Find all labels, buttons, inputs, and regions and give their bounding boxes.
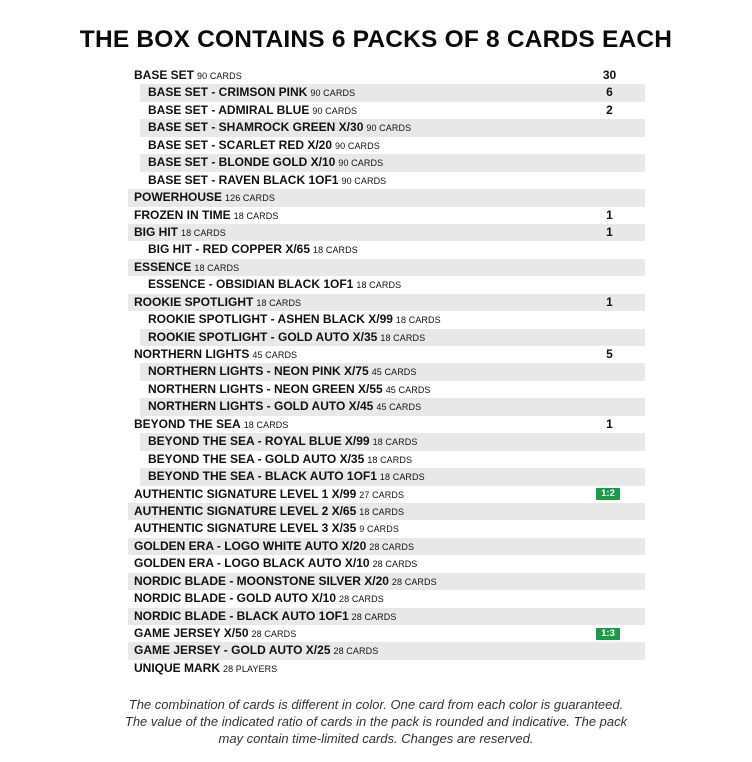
row-label — [134, 642, 378, 660]
card-count: 90 CARDS — [338, 158, 384, 169]
row-label — [148, 451, 412, 469]
table-row — [128, 346, 645, 363]
row-label — [134, 207, 279, 225]
table-row — [128, 642, 645, 659]
card-set-name: NORDIC BLADE - GOLD AUTO X/10 — [134, 591, 337, 606]
row-label — [148, 329, 425, 347]
card-set-name: NORTHERN LIGHTS — [134, 347, 250, 361]
row-label — [148, 398, 421, 416]
table-row — [128, 154, 645, 171]
table-row — [128, 590, 645, 607]
card-count: 18 CARDS — [356, 280, 402, 291]
card-count: 126 CARDS — [225, 193, 275, 204]
row-label — [148, 311, 441, 329]
row-label — [134, 503, 404, 521]
row-label — [148, 137, 380, 155]
card-set-name: BEYOND THE SEA - BLACK AUTO 1OF1 — [148, 469, 377, 484]
card-count: 28 CARDS — [391, 576, 437, 587]
per-box-quantity: 6 — [606, 85, 613, 100]
card-count: 90 CARDS — [310, 88, 356, 99]
table-row — [128, 451, 645, 468]
card-count: 28 CARDS — [372, 559, 418, 570]
row-label — [148, 363, 417, 381]
card-set-name: BEYOND THE SEA - GOLD AUTO X/35 — [148, 451, 365, 466]
card-set-name: ROOKIE SPOTLIGHT — [134, 294, 254, 309]
card-count: 45 CARDS — [376, 402, 422, 413]
card-set-name: AUTHENTIC SIGNATURE LEVEL 2 X/65 — [134, 503, 357, 518]
card-set-name: BASE SET - SCARLET RED X/20 — [148, 137, 333, 152]
row-label — [134, 224, 226, 242]
per-box-quantity: 1 — [606, 416, 613, 431]
per-box-quantity: 5 — [606, 347, 613, 361]
footnote-line: The value of the indicated ratio of cards in the pack is rounded and indicative. The pack — [124, 714, 628, 729]
table-row — [128, 468, 645, 485]
card-set-name: NORTHERN LIGHTS - GOLD AUTO X/45 — [148, 399, 374, 414]
card-count: 9 CARDS — [359, 524, 399, 535]
card-set-name: GOLDEN ERA - LOGO BLACK AUTO X/10 — [134, 556, 370, 571]
card-set-name: ESSENCE — [134, 259, 192, 274]
table-row — [128, 224, 645, 241]
row-label — [134, 294, 301, 312]
card-set-name: BASE SET - CRIMSON PINK — [148, 85, 308, 100]
table-row — [128, 102, 645, 119]
row-label — [134, 573, 437, 591]
card-count: 45 CARDS — [252, 350, 298, 360]
card-set-name: NORTHERN LIGHTS - NEON GREEN X/55 — [148, 381, 383, 396]
table-row — [128, 573, 645, 590]
table-row — [128, 416, 645, 433]
per-box-quantity: 30 — [602, 68, 617, 82]
card-set-name: UNIQUE MARK — [134, 660, 220, 675]
row-label — [134, 660, 277, 678]
card-count: 28 CARDS — [333, 646, 379, 657]
table-row — [128, 189, 645, 206]
card-set-name: BASE SET - BLONDE GOLD X/10 — [148, 155, 336, 170]
footnote-line: may contain time-limited cards. Changes are reserved. — [218, 731, 534, 746]
row-label — [134, 608, 397, 626]
row-label — [148, 241, 358, 259]
row-label — [134, 625, 296, 643]
card-count: 90 CARDS — [366, 123, 412, 134]
card-set-name: BASE SET - RAVEN BLACK 1OF1 — [148, 172, 339, 187]
card-set-name: POWERHOUSE — [134, 190, 223, 205]
row-label — [134, 259, 239, 277]
card-set-name: BIG HIT - RED COPPER X/65 — [148, 242, 311, 257]
table-row — [128, 259, 645, 276]
card-count: 18 CARDS — [194, 262, 240, 273]
page-title: THE BOX CONTAINS 6 PACKS OF 8 CARDS EACH — [79, 26, 673, 53]
card-set-name: BASE SET — [134, 68, 195, 82]
row-label — [148, 468, 425, 486]
row-label — [134, 346, 297, 364]
card-set-name: ROOKIE SPOTLIGHT - ASHEN BLACK X/99 — [148, 312, 393, 327]
card-set-name: AUTHENTIC SIGNATURE LEVEL 1 X/99 — [134, 486, 357, 501]
card-count: 90 CARDS — [197, 71, 242, 81]
per-box-quantity: 2 — [606, 102, 613, 117]
row-label — [148, 119, 411, 137]
table-row — [128, 276, 645, 293]
card-count: 90 CARDS — [341, 175, 387, 186]
table-row — [128, 329, 645, 346]
card-count: 18 CARDS — [379, 472, 425, 483]
per-box-quantity: 1 — [606, 224, 613, 239]
table-row — [128, 172, 645, 189]
footnote-line: The combination of cards is different in color. One card from each color is guaranteed. — [128, 697, 624, 712]
card-set-name: BEYOND THE SEA — [134, 416, 241, 431]
card-count: 27 CARDS — [359, 489, 405, 500]
card-set-name: BASE SET - ADMIRAL BLUE — [148, 102, 310, 117]
card-count: 18 CARDS — [395, 315, 441, 326]
card-set-name: GAME JERSEY - GOLD AUTO X/25 — [134, 643, 331, 658]
table-row — [128, 398, 645, 415]
table-row — [128, 625, 645, 642]
table-row — [128, 520, 645, 537]
card-set-name: NORTHERN LIGHTS - NEON PINK X/75 — [148, 364, 369, 379]
ratio-badge: 1:3 — [596, 628, 620, 640]
card-set-name: ESSENCE - OBSIDIAN BLACK 1OF1 — [148, 277, 354, 292]
card-set-name: AUTHENTIC SIGNATURE LEVEL 3 X/35 — [134, 521, 357, 536]
row-label — [134, 538, 414, 556]
card-count: 18 CARDS — [243, 419, 289, 430]
card-set-name: GOLDEN ERA - LOGO WHITE AUTO X/20 — [134, 538, 367, 553]
table-row — [128, 241, 645, 258]
card-count: 18 CARDS — [359, 506, 405, 517]
row-label — [148, 381, 431, 399]
row-label — [148, 154, 383, 172]
card-count: 28 CARDS — [339, 594, 384, 605]
card-count: 28 CARDS — [369, 541, 415, 552]
card-set-name: BEYOND THE SEA - ROYAL BLUE X/99 — [148, 434, 370, 449]
footnote — [0, 696, 752, 747]
table-row — [128, 363, 645, 380]
row-label — [148, 172, 386, 190]
card-count: 90 CARDS — [335, 140, 380, 151]
table-row — [128, 84, 645, 101]
card-set-name: NORDIC BLADE - BLACK AUTO 1OF1 — [134, 608, 349, 623]
row-label — [148, 84, 355, 102]
card-count: 18 CARDS — [380, 332, 426, 343]
card-set-name: NORDIC BLADE - MOONSTONE SILVER X/20 — [134, 573, 389, 588]
table-row — [128, 555, 645, 572]
table-row — [128, 294, 645, 311]
table-row — [128, 119, 645, 136]
row-label — [134, 67, 242, 85]
table-row — [128, 486, 645, 503]
row-label — [148, 102, 357, 120]
row-label — [148, 276, 401, 294]
table-row — [128, 381, 645, 398]
card-set-name: ROOKIE SPOTLIGHT - GOLD AUTO X/35 — [148, 329, 378, 344]
card-count: 28 CARDS — [351, 611, 397, 622]
card-count: 18 CARDS — [313, 245, 358, 256]
card-count: 90 CARDS — [312, 105, 358, 116]
card-count: 18 CARDS — [256, 297, 302, 308]
card-count: 18 CARDS — [372, 437, 418, 448]
table-row — [128, 311, 645, 328]
card-count: 28 PLAYERS — [223, 663, 278, 674]
card-set-name: FROZEN IN TIME — [134, 207, 231, 222]
table-row — [128, 538, 645, 555]
ratio-badge: 1:2 — [596, 488, 620, 500]
card-count: 28 CARDS — [251, 629, 297, 639]
card-count: 18 CARDS — [367, 454, 413, 465]
per-box-quantity: 1 — [606, 207, 613, 222]
row-label — [134, 520, 399, 538]
row-label — [134, 555, 417, 573]
table-row — [128, 207, 645, 224]
table-row — [128, 67, 645, 84]
table-row — [128, 433, 645, 450]
table-row — [128, 503, 645, 520]
card-count: 45 CARDS — [385, 384, 431, 395]
table-row — [128, 608, 645, 625]
card-set-name: BIG HIT — [134, 224, 178, 239]
card-count: 18 CARDS — [181, 227, 226, 238]
card-set-name: GAME JERSEY X/50 — [134, 626, 249, 640]
card-count: 18 CARDS — [233, 210, 279, 221]
card-count: 45 CARDS — [371, 367, 417, 378]
row-label — [148, 433, 417, 451]
card-set-name: BASE SET - SHAMROCK GREEN X/30 — [148, 120, 364, 135]
row-label — [134, 590, 384, 608]
row-label — [134, 486, 404, 504]
table-row — [128, 660, 645, 677]
contents-table — [128, 67, 645, 677]
per-box-quantity: 1 — [606, 294, 613, 309]
row-label — [134, 189, 275, 207]
row-label — [134, 416, 289, 434]
table-row — [128, 137, 645, 154]
